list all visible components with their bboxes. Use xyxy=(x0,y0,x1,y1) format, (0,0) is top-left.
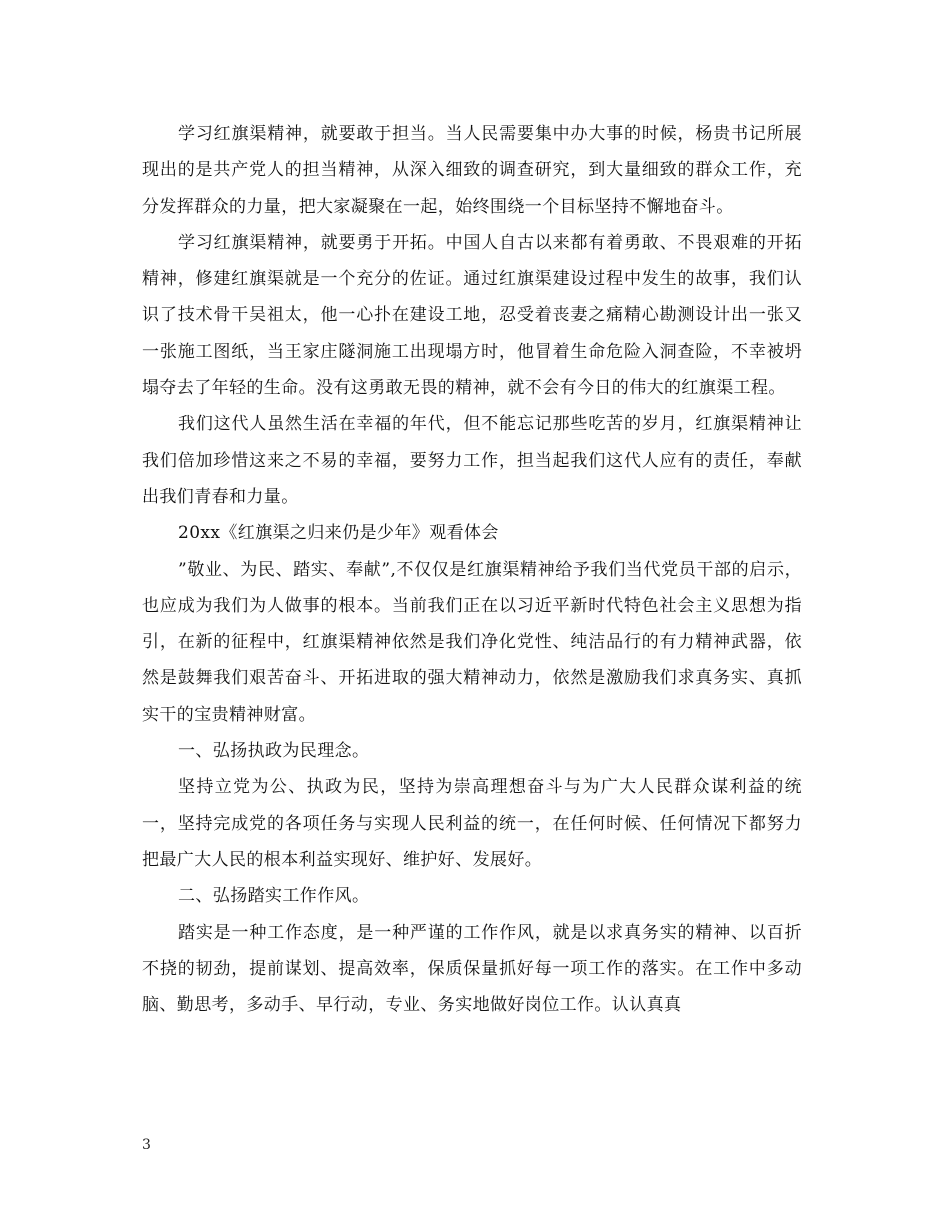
heading-practical-work: 二、弘扬踏实工作作风。 xyxy=(178,886,370,907)
paragraph-pioneering-spirit: 学习红旗渠精神，就要勇于开拓。中国人自古以来都有着勇敢、不畏艰难的开拓精神，修建红旗渠就是一个充分的佐证。通过红旗渠建设过程中发生的故事，我们认识了技术骨干吴祖太，他一心扑在建设工地，忍受着丧妻之痛精心勘测设计出一张又一张施工图纸，当王家庄隧洞施工出现塌方时，他冒着生命危险入洞查险，不幸被坍塌夺去了年轻的生命。没有这勇敢无畏的精神，就不会有今日的伟大的红旗渠工程。 xyxy=(142,232,802,399)
paragraph-courage-responsibility: 学习红旗渠精神，就要敢于担当。当人民需要集中办大事的时候，杨贵书记所展现出的是共产党人的担当精神，从深入细致的调查研究，到大量细致的群众工作，充分发挥群众的力量，把大家凝聚在一起，始终围绕一个目标坚持不懈地奋斗。 xyxy=(142,124,802,217)
heading-serve-people: 一、弘扬执政为民理念。 xyxy=(178,741,370,762)
paragraph-spirit-enlightenment: ”敬业、为民、踏实、奉献”,不仅仅是红旗渠精神给予我们当代党员干部的启示，也应成为我们为人做事的根本。当前我们正在以习近平新时代特色社会主义思想为指引，在新的征程中，红旗渠精神依然是我们净化党性、纯洁品行的有力精神武器，依然是鼓舞我们艰苦奋斗、开拓进取的强大精神动力，依然是激励我们求真务实、真抓实干的宝贵精神财富。 xyxy=(142,559,802,725)
paragraph-serve-people: 坚持立党为公、执政为民，坚持为崇高理想奋斗与为广大人民群众谋利益的统一，坚持完成党的各项任务与实现人民利益的统一，在任何时候、任何情况下都努力把最广大人民的根本利益实现好、维护好、发展好。 xyxy=(142,777,802,870)
paragraph-practical-work: 踏实是一种工作态度，是一种严谨的工作作风，就是以求真务实的精神、以百折不挠的韧劲，提前谋划、提高效率，保质保量抓好每一项工作的落实。在工作中多动脑、勤思考，多动手、早行动，专业、务实地做好岗位工作。认认真真 xyxy=(142,922,802,1016)
paragraph-cherish-happiness: 我们这代人虽然生活在幸福的年代，但不能忘记那些吃苦的岁月，红旗渠精神让我们倍加珍惜这来之不易的幸福，要努力工作，担当起我们这代人应有的责任，奉献出我们青春和力量。 xyxy=(142,414,802,507)
section-title: 20xx《红旗渠之归来仍是少年》观看体会 xyxy=(178,523,499,544)
page-number: 3 xyxy=(142,1137,151,1153)
document-body xyxy=(142,116,802,1023)
